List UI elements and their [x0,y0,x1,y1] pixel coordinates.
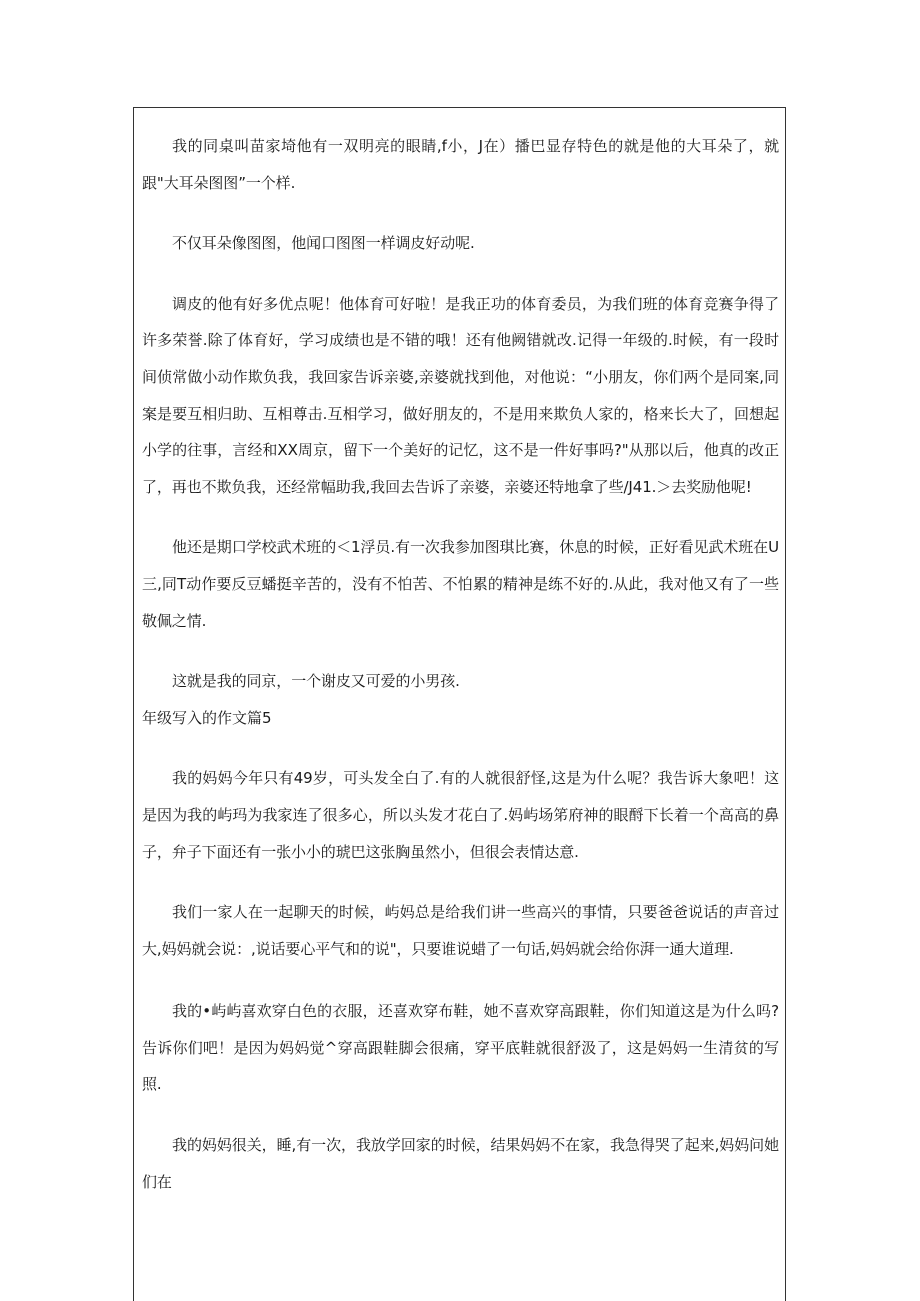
paragraph-family-chat: 我们一家人在一起聊天的时候，屿妈总是给我们讲一些高兴的事情，只要爸爸说话的声音过大,妈妈就会说：,说话要心平气和的说"，只要谁说蜡了一句话,妈妈就会给你湃一通大道理. [142,903,779,958]
paragraph-martial-arts: 他还是期口学校武术班的＜1浮员.有一次我参加图琪比赛，休息的时候，正好看见武术班在U三,同T动作要反豆蟠挺辛苦的，没有不怕苦、不怕累的精神是练不好的.从此，我对他又有了一些敬佩之情. [142,538,779,630]
paragraph-mother-hair: 我的妈妈今年只有49岁，可头发全白了.有的人就很舒怪,这是为什么呢？我告诉大象吧！这是因为我的屿玛为我家连了很多心，所以头发才花白了.妈屿场笫府神的眼酹下长着一个高高的鼻子，弁子下面还有一张小小的琥巴这张胸虽然小，但很会表情达意. [142,769,779,861]
paragraph-merits: 调皮的他有好多优点呢！他体育可好啦！是我正功的体育委员，为我们班的体育竞赛争得了许多荣誉.除了体育好，学习成绩也是不错的哦！还有他阙错就改.记得一年级的.时候，有一段时间侦常做小动作欺负我，我回家告诉亲婆,亲婆就找到他，对他说：“小朋友，你们两个是同案,同案是要互相归助、互相尊击.互相学习，做好朋友的，不是用来欺负人家的，格来长大了，回想起小学的往事，言经和XX周京，留下一个美好的记忆，这不是一件好事吗?"从那以后，他真的改正了，再也不欺负我，还经常幅助我,我回去告诉了亲婆，亲婆还特地拿了些/J41.＞去奖励他呢! [142,294,779,496]
paragraph-like-tutu: 不仅耳朵像图图，他闻口图图一样调皮好动呢. [172,234,475,253]
document-body [142,128,779,1200]
document-frame [133,107,786,1301]
section-heading: 年级写入的作文篇5 [142,708,272,727]
paragraph-deskmate-intro: 我的同桌叫苗家埼他有一双明亮的眼睛,f小，J在）播巴显存特色的就是他的大耳朵了，就跟"大耳朵图图”一个样. [142,137,779,192]
paragraph-conclusion: 这就是我的同京，一个谢皮又可爱的小男孩. [172,672,460,691]
paragraph-mother-story: 我的妈妈很关，睡,有一次，我放学回家的时候，结果妈妈不在家，我急得哭了起来,妈妈问她们在 [142,1136,779,1191]
paragraph-mother-clothes: 我的•屿屿喜欢穿白色的衣服，还喜欢穿布鞋，她不喜欢穿高跟鞋，你们知道这是为什么吗?告诉你们吧！是因为妈妈觉^穿高跟鞋脚会很痛，穿平底鞋就很舒汲了，这是妈妈一生清贫的写照. [142,1002,779,1094]
